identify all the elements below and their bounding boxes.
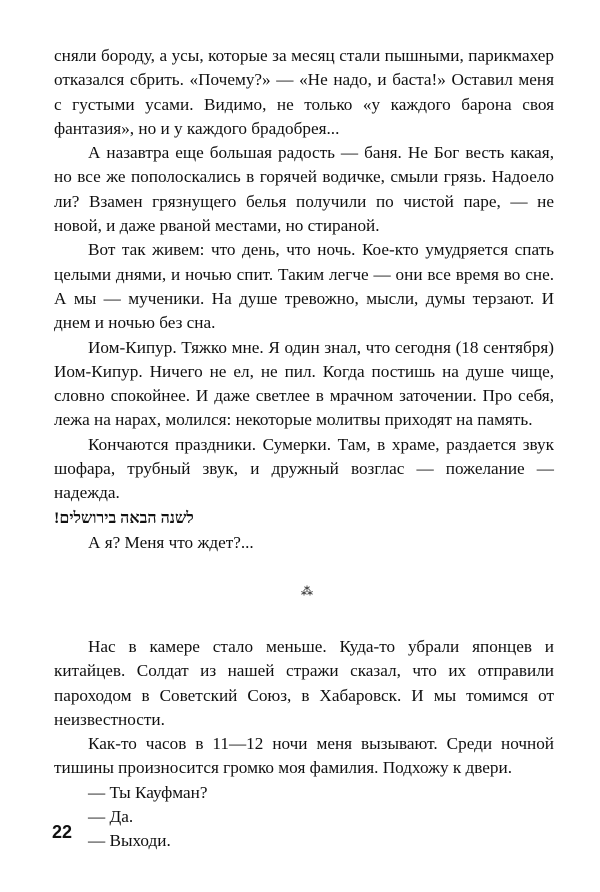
paragraph: сняли бороду, а усы, которые за месяц стали пышными, парикмахер отказался сбрить. «Почему?» — «Не надо, и баста!» Оставил меня с густыми усами. Видимо, не только «у каждого барона своя фантазия», но и у каждого брадобрея... (54, 46, 554, 138)
paragraph: А я? Меня что ждет?... (88, 532, 254, 552)
body-text (54, 44, 554, 854)
dialogue-line: — Да. (88, 807, 134, 827)
hebrew-line (54, 507, 554, 531)
paragraph: Иом-Кипур. Тяжко мне. Я один знал, что сегодня (18 сентября) Иом-Кипур. Ничего не ел, не пил. Когда постишь на душе чище, словно спокойнее. И даже светлее в мрачном заточении. Про себя, лежа на нарах, молился: некоторые молитвы приходят на память. (54, 337, 554, 430)
section-separator: ⁂ (301, 583, 313, 598)
paragraph: Как-то часов в 11—12 ночи меня вызывают. Среди ночной тишины произносится громко моя фамилия. Подхожу к двери. (54, 734, 554, 778)
dialogue-line: — Выходи. (88, 831, 171, 851)
paragraph: Нас в камере стало меньше. Куда-то убрали японцев и китайцев. Солдат из нашей стражи сказал, что их отправили пароходом в Советский Союз, в Хабаровск. И мы томимся от неизвестности. (54, 636, 554, 729)
paragraph: Вот так живем: что день, что ночь. Кое-кто умудряется спать целыми днями, и ночью спит. Таким легче — они все время во сне. А мы — мученики. На душе тревожно, мысли, думы терзают. И днем и ночью без сна. (54, 240, 554, 333)
paragraph: А назавтра еще большая радость — баня. Не Бог весть какая, но все же пополоскались в горячей водичке, смыли грязь. Надоело ли? Взамен грязнущего белья получили по чистой паре, — не новой, и даже рваной местами, но стираной. (54, 143, 554, 236)
hebrew-text: לשנה הבאה בירושלים! (54, 509, 194, 527)
paragraph: Кончаются праздники. Сумерки. Там, в храме, раздается звук шофара, трубный звук, и дружный возглас — пожелание — надежда. (54, 434, 554, 503)
page-number: 22 (52, 822, 73, 842)
dialogue-line: — Ты Кауфман? (88, 782, 208, 802)
